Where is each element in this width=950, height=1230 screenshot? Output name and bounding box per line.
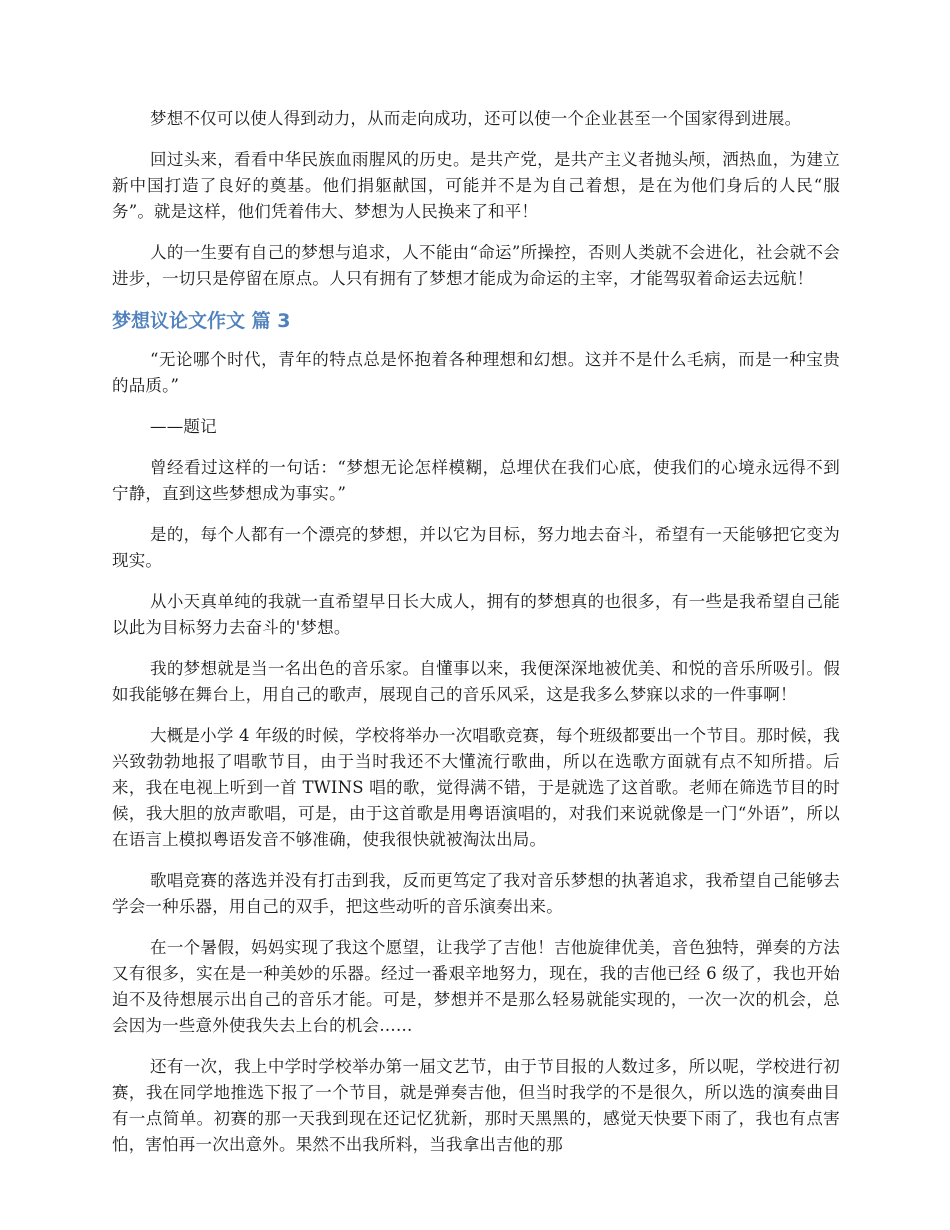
epigraph-quote: “无论哪个时代，青年的特点总是怀抱着各种理想和幻想。这并不是什么毛病，而是一种宝贵的品质。” — [112, 350, 840, 395]
paragraph: 大概是小学 4 年级的时候，学校将举办一次唱歌竞赛，每个班级都要出一个节目。那时候，我兴致勃勃地报了唱歌节目，由于当时我还不大懂流行歌曲，所以在选歌方面就有点不知所措。后来，我在电视上听到一首 TWINS 唱的歌，觉得满不错，于是就选了这首歌。老师在筛选节目的时候，我大胆的放声歌唱，可是，由于这首歌是用粤语演唱的，对我们来说就像是一门“外语”，所以在语言上模拟粤语发音不够准确，使我很快就被淘汰出局。 — [112, 726, 840, 849]
paragraph: 梦想不仅可以使人得到动力，从而走向成功，还可以使一个企业甚至一个国家得到进展。 — [150, 109, 802, 128]
paragraph: 是的，每个人都有一个漂亮的梦想，并以它为目标，努力地去奋斗，希望有一天能够把它变为现实。 — [112, 525, 840, 570]
paragraph: 歌唱竞赛的落选并没有打击到我，反而更笃定了我对音乐梦想的执著追求，我希望自己能够去学会一种乐器，用自己的双手，把这些动听的音乐演奏出来。 — [112, 871, 840, 916]
paragraph: 回过头来，看看中华民族血雨腥风的历史。是共产党，是共产主义者抛头颅，洒热血，为建立新中国打造了良好的奠基。他们捐躯献国，可能并不是为自己着想，是在为他们身后的人民“服务”。就是这样，他们凭着伟大、梦想为人民换来了和平！ — [112, 150, 840, 221]
paragraph: 曾经看过这样的一句话：“梦想无论怎样模糊，总埋伏在我们心底，使我们的心境永远得不到宁静，直到这些梦想成为事实。” — [112, 458, 840, 503]
document-page — [112, 106, 840, 1173]
paragraph: 人的一生要有自己的梦想与追求，人不能由“命运”所操控，否则人类就不会进化，社会就不会进步，一切只是停留在原点。人只有拥有了梦想才能成为命运的主宰，才能驾驭着命运去远航！ — [112, 243, 840, 288]
paragraph: 在一个暑假，妈妈实现了我这个愿望，让我学了吉他！吉他旋律优美，音色独特，弹奏的方法又有很多，实在是一种美妙的乐器。经过一番艰辛地努力，现在，我的吉他已经 6 级了，我也开始迫不及待想展示出自己的音乐才能。可是，梦想并不是那么轻易就能实现的，一次一次的机会，总会因为一些意外使我失去上台的机会…… — [112, 938, 840, 1035]
section-heading: 梦想议论文作文 篇 3 — [112, 310, 291, 332]
epigraph-attribution: ——题记 — [150, 417, 217, 436]
paragraph: 我的梦想就是当一名出色的音乐家。自懂事以来，我便深深地被优美、和悦的音乐所吸引。假如我能够在舞台上，用自己的歌声，展现自己的音乐风采，这是我多么梦寐以求的一件事啊！ — [112, 659, 840, 704]
paragraph: 从小天真单纯的我就一直希望早日长大成人，拥有的梦想真的也很多，有一些是我希望自己能以此为目标努力去奋斗的'梦想。 — [112, 592, 840, 637]
paragraph: 还有一次，我上中学时学校举办第一届文艺节，由于节目报的人数过多，所以呢，学校进行初赛，我在同学地推选下报了一个节目，就是弹奏吉他，但当时我学的不是很久，所以选的演奏曲目有一点简单。初赛的那一天我到现在还记忆犹新，那时天黑黑的，感觉天快要下雨了，我也有点害怕，害怕再一次出意外。果然不出我所料，当我拿出吉他的那 — [112, 1057, 840, 1154]
